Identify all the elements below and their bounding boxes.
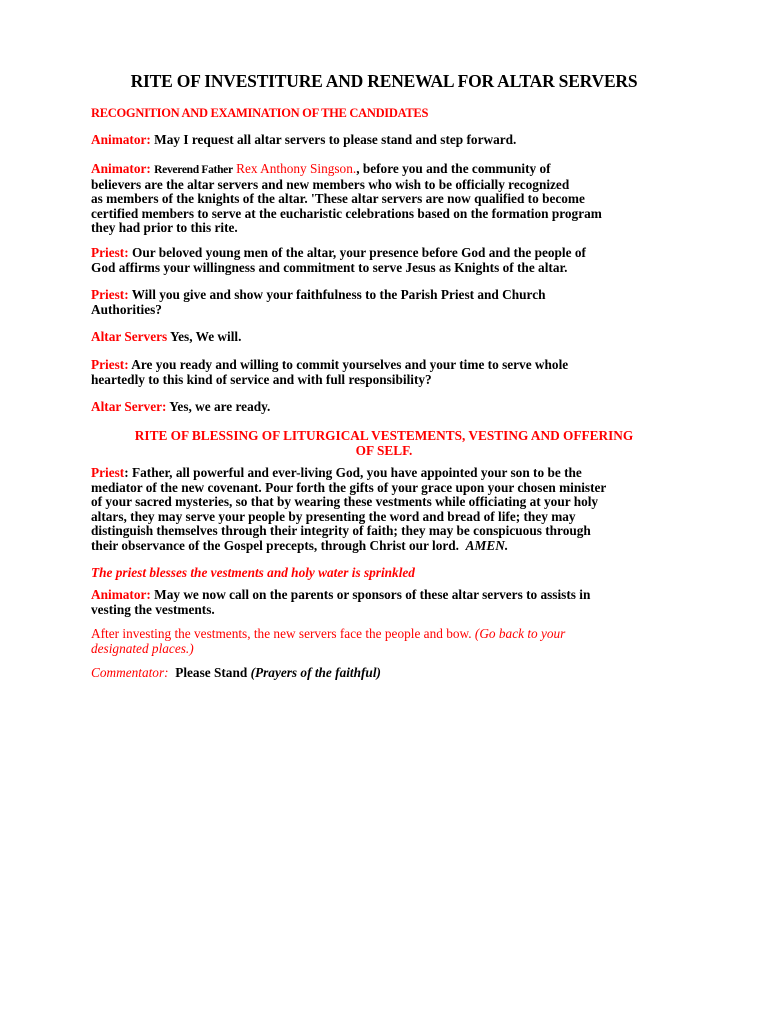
speaker-label: Priest: [91,245,129,260]
title-prefix: Reverend Father [154,164,233,176]
speaker-label: Altar Servers [91,329,168,344]
paragraph-priest-address: Priest: Our beloved young men of the altar, your presence before God and the people of God affirms your willingness and commitment to serve Jesus as Knights of the altar. [91,245,586,275]
paragraph-commentator: Commentator: Please Stand (Prayers of the faithful) [91,665,381,680]
paragraph-altar-server-response: Altar Server: Yes, we are ready. [91,399,271,414]
speaker-label: Animator: [91,587,151,602]
rubric-blessing: The priest blesses the vestments and holy water is sprinkled [91,565,415,580]
speaker-label: Priest: [91,357,129,372]
paragraph-text: May I request all altar servers to please stand and step forward. [154,132,517,147]
priest-name: Rex Anthony Singson. [236,161,357,176]
section-heading-recognition: RECOGNITION AND EXAMINATION OF THE CANDIDATES [91,106,429,120]
paragraph-animator-request [91,133,691,148]
paragraph-priest-blessing-prayer: Priest: Father, all powerful and ever-living God, you have appointed your son to be the mediator of the new covenant. Pour forth the gifts of your grace upon your chosen minister of your sacred mysteries, so that by wearing these vestments while officiating at your holy altars, they may serve your people by presenting the word and bread of life; they may distinguish themselves through their integrity of faith; they may be conspicuous through their observance of the Gospel precepts, through Christ our lord. AMEN. [91,465,607,553]
amen-text: AMEN. [465,537,509,553]
paragraph-animator-presentation: Animator: Reverend Father Rex Anthony Singson., before you and the community of believers are the altar servers and new members who wish to be officially recognized as members of the knights of the altar. 'These altar servers are now qualified to become certified members to serve at the eucharistic celebrations based on the formation program they had prior to this rite. [91,161,602,236]
paragraph-altar-servers-response: Altar Servers Yes, We will. [91,329,242,344]
speaker-label: Animator: [91,161,151,176]
paragraph-animator-call-parents: Animator: May we now call on the parents or sponsors of these altar servers to assists in vesting the vestments. [91,587,591,617]
speaker-label: Commentator: [91,665,169,680]
section-heading-blessing: RITE OF BLESSING OF LITURGICAL VESTEMENTS, VESTING AND OFFERING OF SELF. [134,428,634,458]
speaker-label: Altar Server: [91,399,167,414]
speaker-label: Priest: [91,287,129,302]
paragraph-priest-question-faithfulness: Priest: Will you give and show your faithfulness to the Parish Priest and Church Authorities? [91,287,546,317]
rubric-investing: After investing the vestments, the new servers face the people and bow. (Go back to your designated places.) [91,626,566,656]
speaker-label: Animator: [91,132,151,147]
paragraph-priest-question-ready: Priest: Are you ready and willing to commit yourselves and your time to serve whole heartedly to this kind of service and with full responsibility? [91,357,569,387]
document-title: RITE OF INVESTITURE AND RENEWAL FOR ALTAR SERVERS [130,71,638,91]
speaker-label: Priest [91,465,125,480]
